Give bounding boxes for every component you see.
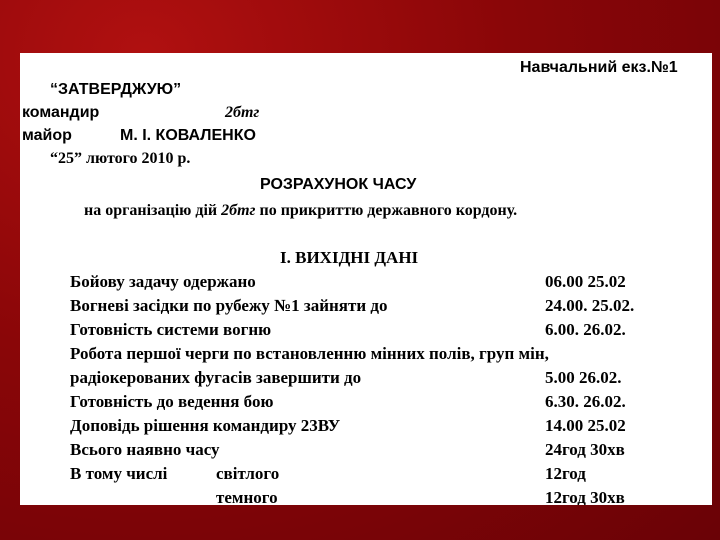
document-title: РОЗРАХУНОК ЧАСУ <box>260 176 417 193</box>
row-label: Доповідь рішення командиру 23ВУ <box>70 416 341 435</box>
row-value: 6.00. 26.02. <box>545 320 626 339</box>
row-value: 6.30. 26.02. <box>545 392 626 411</box>
subtitle-post: по прикриттю державного кордону. <box>255 202 518 219</box>
unit-name: 2бтг <box>225 104 260 121</box>
subtitle-unit: 2бтг <box>221 202 256 219</box>
rank-label: майор <box>22 127 72 144</box>
dark-time-value: 12год 30хв <box>545 488 625 505</box>
row-label: Готовність системи вогню <box>70 320 272 339</box>
row-value: 5.00 26.02. <box>545 368 622 387</box>
section-heading: І. ВИХІДНІ ДАНІ <box>280 248 419 267</box>
approval-date: “25” лютого 2010 р. <box>50 150 191 167</box>
row-value: 06.00 25.02 <box>545 272 626 291</box>
row-label: Бойову задачу одержано <box>70 272 256 291</box>
dark-time-label: темного <box>216 488 278 505</box>
row-value: 14.00 25.02 <box>545 416 626 435</box>
approve-stamp: “ЗАТВЕРДЖУЮ” <box>50 81 182 98</box>
light-time-value: 12год <box>545 464 586 483</box>
row-value: 24.00. 25.02. <box>545 296 635 315</box>
including-label: В тому числі <box>70 464 168 483</box>
row-label: Вогневі засідки по рубежу №1 зайняти до <box>70 296 388 315</box>
commander-name: М. І. КОВАЛЕНКО <box>120 127 256 144</box>
light-time-label: світлого <box>216 464 280 483</box>
row-value: 24год 30хв <box>545 440 625 459</box>
document-subtitle <box>84 203 517 219</box>
row-label: радіокерованих фугасів завершити до <box>70 368 362 387</box>
row-label: Всього наявно часу <box>70 440 220 459</box>
document-page <box>20 53 712 505</box>
copy-label: Навчальний екз.№1 <box>520 59 678 76</box>
row-label: Готовність до ведення бою <box>70 392 274 411</box>
position-label: командир <box>22 104 100 121</box>
subtitle-pre: на організацію дій <box>84 202 222 219</box>
row-label: Робота першої черги по встановленню мінних полів, груп мін, <box>70 344 549 363</box>
